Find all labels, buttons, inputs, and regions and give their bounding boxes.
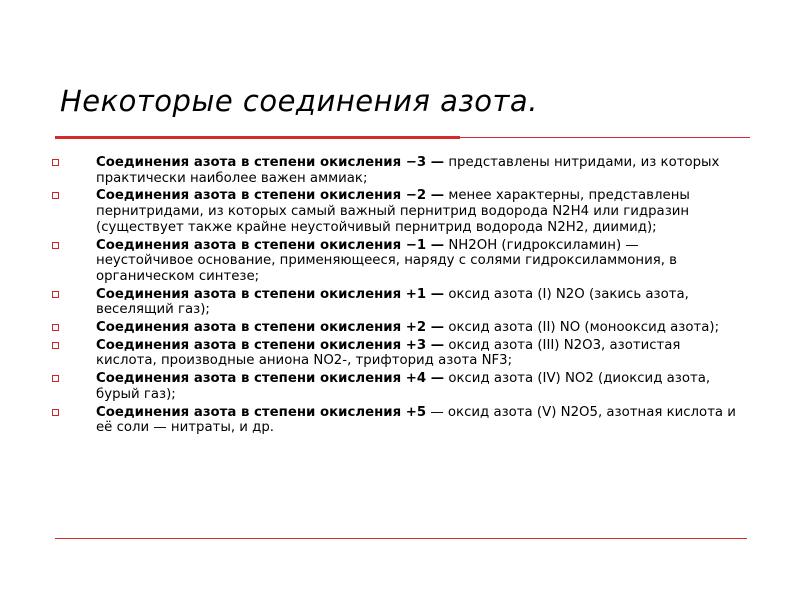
square-bullet-icon <box>52 159 59 166</box>
square-bullet-icon <box>52 409 59 416</box>
bullet-bold-text: Соединения азота в степени окисления −1 — <box>96 237 445 253</box>
title-underline-thin <box>460 137 750 138</box>
bullet-bold-text: Соединения азота в степени окисления +4 — <box>96 371 445 387</box>
bullet-item <box>50 371 740 402</box>
bullet-bold-text: Соединения азота в степени окисления +3 — <box>96 337 445 353</box>
bullet-item <box>50 238 740 285</box>
slide-title: Некоторые соединения азота. <box>60 84 538 118</box>
bullet-item <box>50 338 740 369</box>
bullet-text: — оксид азота (V) N2O5, азотная кислота и её соли — нитраты, и др. <box>96 404 736 436</box>
bullet-text: NH2OH (гидроксиламин) — неустойчивое основание, применяющееся, наряду с солями гидроксиламмония, в органическом синтезе; <box>96 237 678 284</box>
bullet-text: представлены нитридами, из которых практически наиболее важен аммиак; <box>96 155 720 186</box>
bullet-bold-text: Соединения азота в степени окисления +2 — <box>96 320 445 336</box>
square-bullet-icon <box>52 291 59 298</box>
bullet-item <box>50 188 740 235</box>
bullet-item <box>50 320 740 336</box>
bullet-text: оксид азота (I) N2O (закись азота, веселящий газ); <box>96 286 689 318</box>
bullet-text: менее характерны, представлены пернитридами, из которых самый важный пернитрид водорода N2H4 или гидразин (существует также крайне неустойчивый пернитрид водорода N2H2, диимид); <box>96 188 690 235</box>
square-bullet-icon <box>52 375 59 382</box>
square-bullet-icon <box>52 192 59 199</box>
bullet-bold-text: Соединения азота в степени окисления +1 — <box>96 286 445 302</box>
square-bullet-icon <box>52 242 59 249</box>
square-bullet-icon <box>52 324 59 331</box>
title-underline-thick <box>55 136 460 139</box>
bullet-item <box>50 405 740 436</box>
bullet-bold-text: Соединения азота в степени окисления −3 — <box>96 155 445 170</box>
square-bullet-icon <box>52 342 59 349</box>
bottom-divider <box>55 538 747 539</box>
bullet-text: оксид азота (II) NO (монооксид азота); <box>444 320 720 336</box>
bullet-item <box>50 155 740 186</box>
bullet-item <box>50 287 740 318</box>
bullet-text: оксид азота (IV) NO2 (диоксид азота, бурый газ); <box>96 371 711 402</box>
bullet-list <box>50 155 740 438</box>
bullet-bold-text: Соединения азота в степени окисления +5 <box>96 404 427 420</box>
bullet-bold-text: Соединения азота в степени окисления −2 — <box>96 188 445 204</box>
bullet-text: оксид азота (III) N2O3, азотистая кислота, производные аниона NO2-, трифторид азота NF3; <box>96 337 681 369</box>
